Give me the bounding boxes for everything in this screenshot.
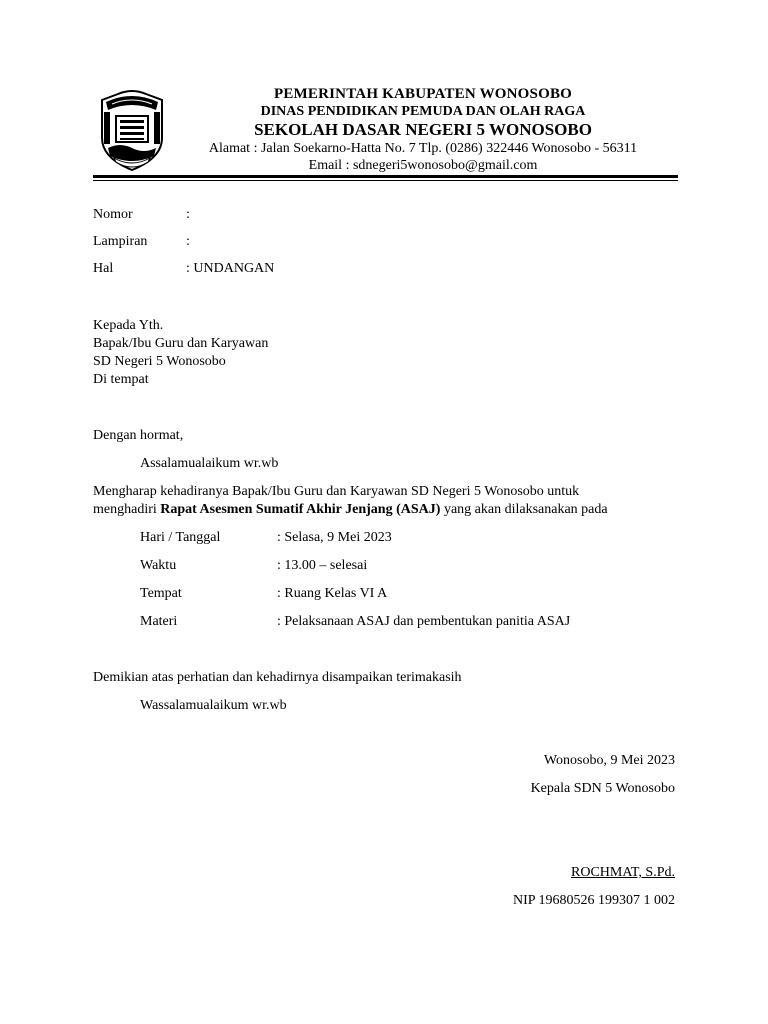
letterhead-rule-thick [93, 175, 678, 178]
hal-label: Hal [93, 261, 114, 276]
detail-label-topic: Materi [140, 614, 178, 629]
regency-crest-icon [96, 86, 168, 172]
signatory-name: ROCHMAT, S.Pd. [571, 865, 675, 880]
detail-label-time: Waktu [140, 558, 177, 573]
recipient-line-3: SD Negeri 5 Wonosobo [93, 354, 226, 369]
recipient-line-1: Kepada Yth. [93, 318, 164, 333]
detail-value-time: : 13.00 – selesai [277, 558, 368, 573]
lampiran-value: : [186, 234, 190, 249]
letterhead-rule-thin [93, 180, 678, 181]
hal-value: : UNDANGAN [186, 261, 275, 276]
school-name: SEKOLAH DASAR NEGERI 5 WONOSOBO [254, 120, 592, 139]
government-name: PEMERINTAH KABUPATEN WONOSOBO [273, 86, 573, 102]
signatory-position: Kepala SDN 5 Wonosobo [530, 781, 675, 796]
school-email: Email : sdnegeri5wonosobo@gmail.com [308, 158, 538, 173]
recipient-line-2: Bapak/Ibu Guru dan Karyawan [93, 336, 269, 351]
opening-salam: Assalamualaikum wr.wb [140, 456, 279, 471]
place-date: Wonosobo, 9 Mei 2023 [543, 753, 675, 768]
signatory-nip: NIP 19680526 199307 1 002 [512, 893, 675, 908]
detail-label-place: Tempat [140, 586, 182, 601]
meeting-title: Rapat Asesmen Sumatif Akhir Jenjang (ASAJ) [160, 502, 441, 517]
closing-line: Demikian atas perhatian dan kehadirnya disampaikan terimakasih [93, 670, 462, 685]
lampiran-label: Lampiran [93, 234, 148, 249]
greeting: Dengan hormat, [93, 428, 184, 443]
nomor-label: Nomor [93, 207, 133, 222]
school-address: Alamat : Jalan Soekarno-Hatta No. 7 Tlp. (0286) 322446 Wonosobo - 56311 [208, 141, 638, 156]
detail-value-topic: : Pelaksanaan ASAJ dan pembentukan panitia ASAJ [277, 614, 571, 629]
closing-salam: Wassalamualaikum wr.wb [140, 698, 287, 713]
paragraph-line-2-post: yang akan dilaksanakan pada [440, 502, 608, 517]
paragraph-line-2-pre: menghadiri [93, 502, 161, 517]
department-name: DINAS PENDIDIKAN PEMUDA DAN OLAH RAGA [260, 104, 586, 119]
letterhead [168, 86, 678, 174]
recipient-line-4: Di tempat [93, 372, 149, 387]
paragraph-line-1: Mengharap kehadiranya Bapak/Ibu Guru dan Karyawan SD Negeri 5 Wonosobo untuk [93, 484, 580, 499]
detail-label-date: Hari / Tanggal [140, 530, 221, 545]
detail-value-date: : Selasa, 9 Mei 2023 [277, 530, 392, 545]
detail-value-place: : Ruang Kelas VI A [277, 586, 388, 601]
paragraph-line-2 [93, 501, 608, 519]
nomor-value: : [186, 207, 190, 222]
